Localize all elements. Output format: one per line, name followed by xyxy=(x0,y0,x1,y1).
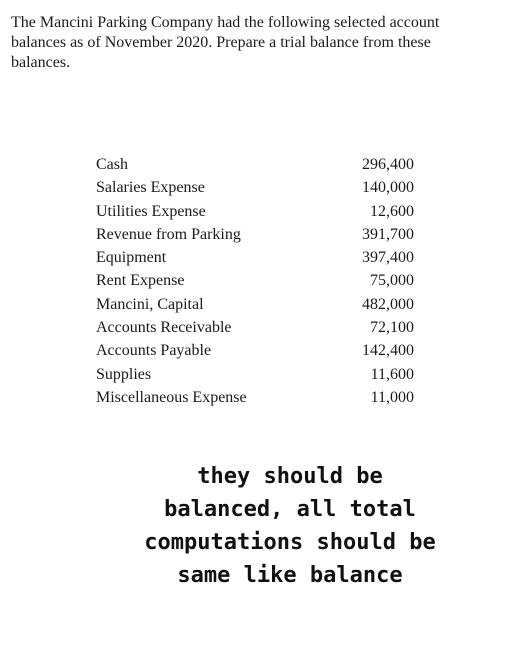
account-name: Revenue from Parking xyxy=(96,225,241,243)
account-row xyxy=(96,223,414,246)
question-text xyxy=(11,13,516,73)
account-row xyxy=(96,293,414,316)
account-row xyxy=(96,339,414,362)
account-row xyxy=(96,200,414,223)
account-row xyxy=(96,176,414,199)
question-line: balances as of November 2020. Prepare a trial balance from these xyxy=(11,34,431,51)
account-amount: 391,700 xyxy=(362,225,414,243)
note-line: same like balance xyxy=(177,563,403,588)
account-name: Equipment xyxy=(96,249,167,267)
account-name: Accounts Receivable xyxy=(96,319,232,337)
account-balances-list xyxy=(96,153,414,409)
account-row xyxy=(96,316,414,339)
account-amount: 11,000 xyxy=(370,388,414,406)
account-name: Mancini, Capital xyxy=(96,295,204,313)
note-line: balanced, all total xyxy=(164,497,416,522)
account-name: Accounts Payable xyxy=(96,342,212,360)
account-row xyxy=(96,386,414,409)
note-line: computations should be xyxy=(144,530,436,555)
account-row xyxy=(96,363,414,386)
account-name: Utilities Expense xyxy=(96,202,206,220)
account-row xyxy=(96,246,414,269)
account-amount: 296,400 xyxy=(362,156,414,173)
account-amount: 11,600 xyxy=(370,365,414,383)
question-line: The Mancini Parking Company had the following selected account xyxy=(11,14,440,31)
account-amount: 482,000 xyxy=(362,295,414,313)
account-name: Miscellaneous Expense xyxy=(96,388,247,406)
account-amount: 142,400 xyxy=(362,342,414,360)
account-amount: 140,000 xyxy=(362,179,414,197)
account-amount: 12,600 xyxy=(370,202,414,220)
account-name: Rent Expense xyxy=(96,272,185,290)
account-amount: 397,400 xyxy=(362,249,414,267)
account-amount: 75,000 xyxy=(370,272,414,290)
question-line: balances. xyxy=(11,54,71,71)
account-name: Supplies xyxy=(96,365,152,383)
account-amount: 72,100 xyxy=(370,319,414,337)
account-name: Salaries Expense xyxy=(96,179,205,197)
account-name: Cash xyxy=(96,156,128,173)
account-row xyxy=(96,269,414,292)
account-row xyxy=(96,153,414,176)
instruction-note xyxy=(100,460,480,592)
note-line: they should be xyxy=(197,464,383,489)
